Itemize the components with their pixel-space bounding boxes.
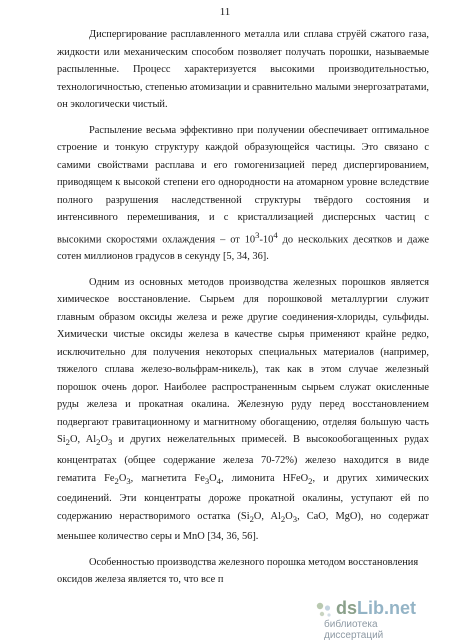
dslib-tagline: библиотека диссертаций xyxy=(324,619,384,641)
paragraph-chemical-reduction: Одним из основных методов производства железных порошков является химическое восстановление. Сырьем для порошковой металлургии служит главным образом оксиды железа и реже другие соединения-хлориды, сульфиды. Химически чистые оксиды железа в качестве сырья применяют крайне редко, исключительно для получения некоторых специальных материалов (например, тяжелого сплава железо-вольфрам-никель), так как в этом случае железный порошок очень дорог. Наиболее распространенным сырьем служат окисленные руды железа и прокатная окалина. Железную руду перед восстановлением подвергают гравитационному и магнитному обогащению, отделяя большую часть $Si_2O$, $Al_2O_3$ и других нежелательных примесей. В высокообогащенных рудах концентратах (общее содержание железа 70-72%) железо находится в виде гематита $Fe_2O_3$, магнетита $Fe_3O_4$, лимонита HFeO$_2$, и других химических соединений. Эти концентраты дороже прокатной окалины, уступают ей по содержанию нерастворимого остатка ($Si_2O$, $Al_2O_3$, CaO, MgO), но содержат меньшее количество серы и MnO [34, 36, 56]. xyxy=(57,276,429,543)
dslib-logo-text: dsLib.net xyxy=(336,598,417,618)
paragraph-atomization: Диспергирование расплавленного металла или сплава струёй сжатого газа, жидкости или механическим способом позволяет получать порошки, называемые распыленные. Процесс характеризуется высокими производительностью, технологичностью, степенью атомизации и сравнительно малыми энергозатратами, он экологически чистый. xyxy=(57,29,429,110)
paragraph-spraying: Распыление весьма эффективно при получении обеспечивает оптимальное строение и тонкую структуру каждой образующейся частицы. Это связано с самими свойствами расплава и его гомогенизацией перед диспергированием, приводящем к высокой степени его однородности на атомарном уровне вследствие полного разрушения наследственной структуры твёрдого состояния и интенсивного перемешивания, и с кристаллизацией дисперсных частиц с высокими скоростями охлаждения – от $10^3-10^4$ до нескольких десятков и даже сотен миллионов градусов в секунду [5, 34, 36]. xyxy=(57,124,429,263)
paragraph-features-truncated: Особенностью производства железного порошка методом восстановления оксидов железа является то, что все п xyxy=(57,556,419,586)
document-body xyxy=(57,26,429,586)
page-number: 11 xyxy=(219,6,231,18)
dslib-watermark xyxy=(308,598,436,641)
